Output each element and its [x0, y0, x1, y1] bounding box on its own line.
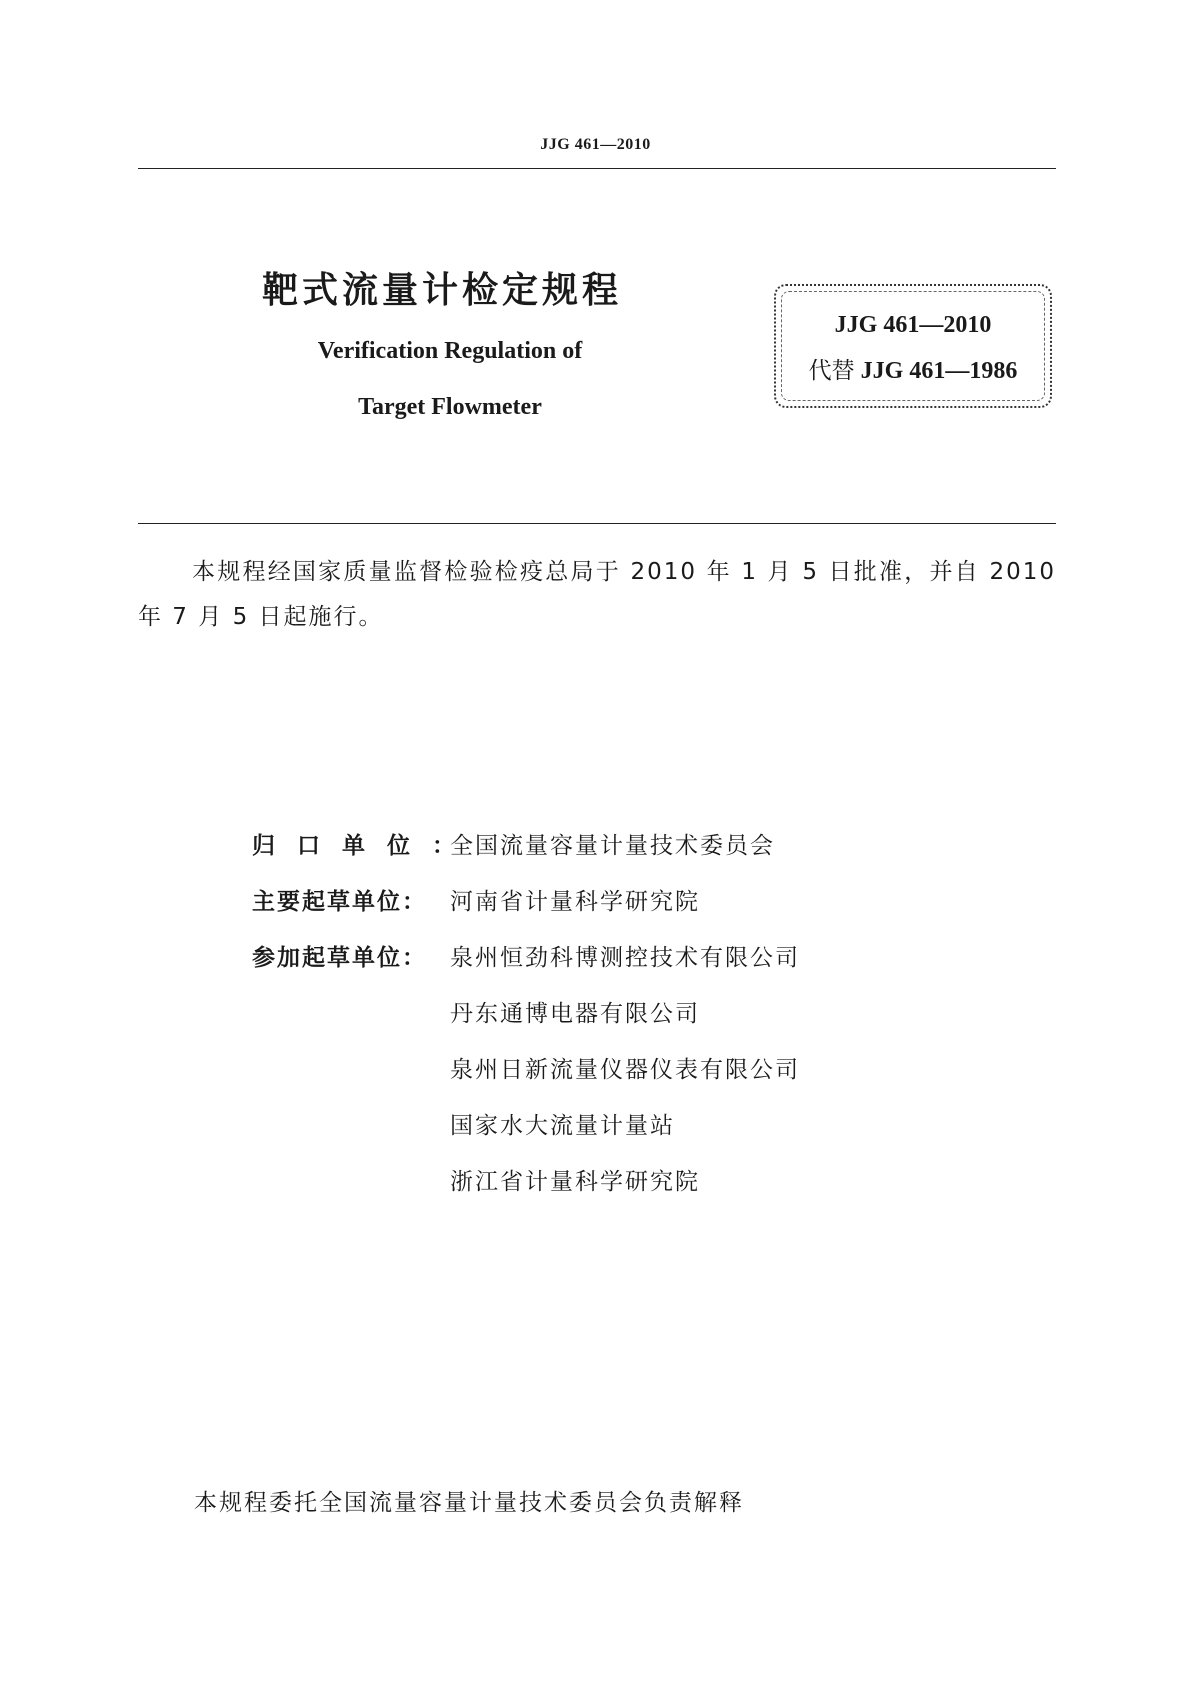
title-english-line-1: Verification Regulation of: [317, 338, 583, 364]
approval-statement: 本规程经国家质量监督检验检疫总局于 2010 年 1 月 5 日批准，并自 2010 年 7 月 5 日起施行。: [138, 559, 1056, 630]
participating-drafter-label: 参加起草单位：: [252, 945, 427, 971]
participating-drafter-5: 浙江省计量科学研究院: [450, 1169, 700, 1195]
responsible-unit-label: 归口单位：: [252, 833, 477, 859]
section-rule: [138, 523, 1056, 524]
participating-drafter-2: 丹东通博电器有限公司: [450, 1001, 700, 1027]
interpretation-note: 本规程委托全国流量容量计量技术委员会负责解释: [194, 1490, 744, 1516]
participating-drafter-1: 泉州恒劲科博测控技术有限公司: [450, 945, 800, 971]
standard-code-box: [774, 284, 1052, 408]
title-chinese: 靶式流量计检定规程: [262, 270, 623, 311]
participating-drafter-4: 国家水大流量计量站: [450, 1113, 675, 1139]
replaced-standard-code: JJG 461—1986: [860, 358, 1018, 384]
participating-drafter-3: 泉州日新流量仪器仪表有限公司: [450, 1057, 800, 1083]
main-drafter-label: 主要起草单位：: [252, 889, 427, 915]
title-english-line-2: Target Flowmeter: [358, 394, 542, 420]
replaces-prefix: 代替: [808, 358, 855, 384]
header-rule: [138, 168, 1056, 169]
replaces-code: [776, 352, 1050, 385]
responsible-unit-value: 全国流量容量计量技术委员会: [450, 833, 775, 859]
standard-code: JJG 461—2010: [834, 312, 992, 338]
running-header-code: JJG 461—2010: [540, 136, 651, 153]
main-drafter-value: 河南省计量科学研究院: [450, 889, 700, 915]
